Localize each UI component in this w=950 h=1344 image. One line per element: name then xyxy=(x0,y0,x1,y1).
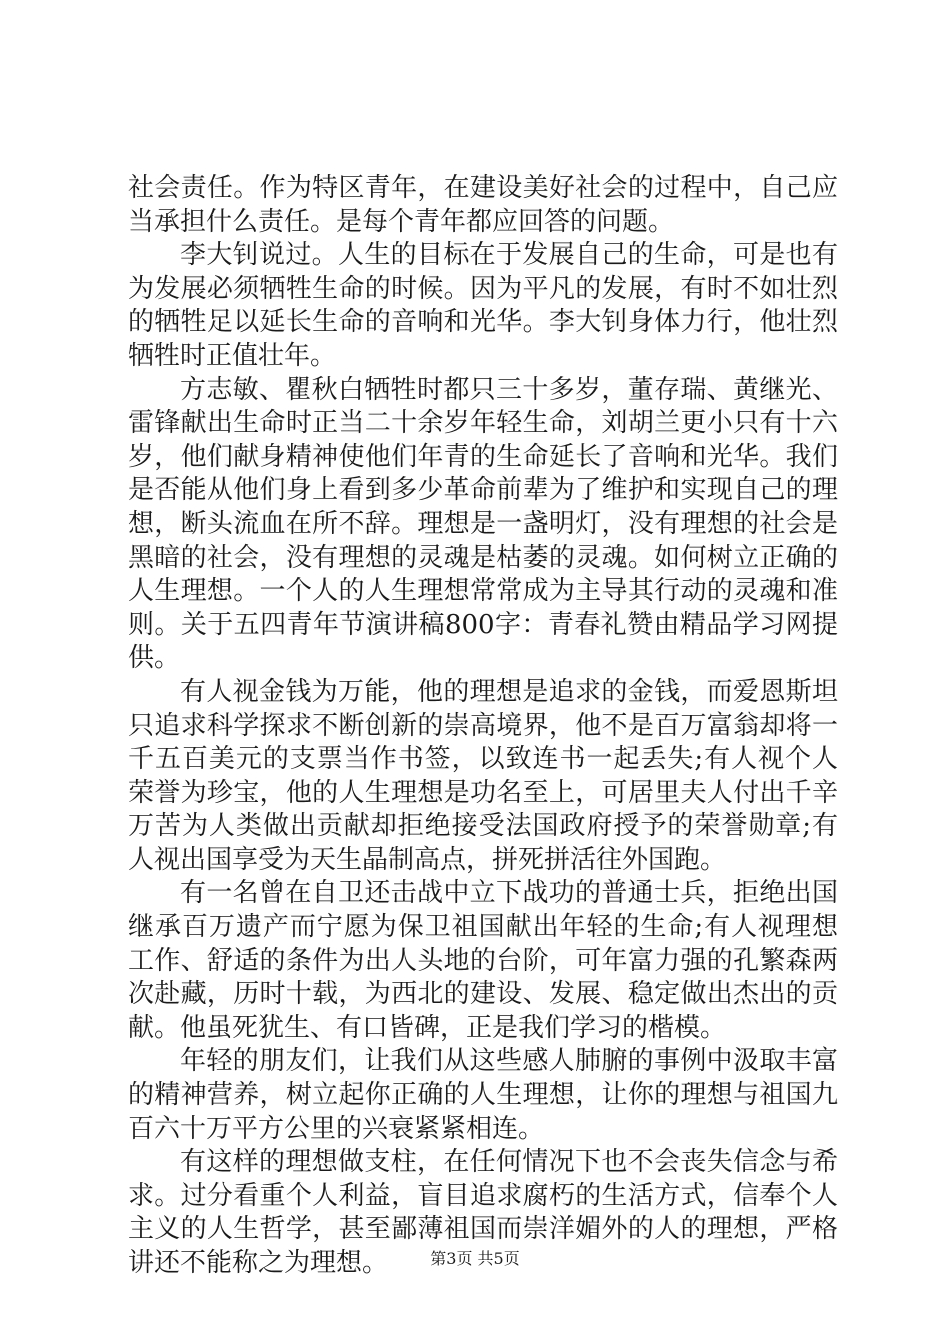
paragraph: 有人视金钱为万能，他的理想是追求的金钱，而爱恩斯坦只追求科学探求不断创新的崇高境界，他不是百万富翁却将一千五百美元的支票当作书签，以致连书一起丢失;有人视个人荣誉为珍宝，他的人生理想是功名至上，可居里夫人付出千辛万苦为人类做出贡献却拒绝接受法国政府授予的荣誉勋章;有人视出国享受为天生晶制高点，拼死拼活往外国跑。 xyxy=(128,676,838,875)
paragraph: 年轻的朋友们，让我们从这些感人肺腑的事例中汲取丰富的精神营养，树立起你正确的人生理想，让你的理想与祖国九百六十万平方公里的兴衰紧紧相连。 xyxy=(128,1046,838,1144)
page-number-footer: 第3页 共5页 xyxy=(430,1249,520,1268)
paragraph: 有这样的理想做支柱，在任何情况下也不会丧失信念与希求。过分看重个人利益，盲目追求腐朽的生活方式，信奉个人主义的人生哲学，甚至鄙薄祖国而崇洋媚外的人的理想，严格讲还不能称之为理想。 xyxy=(128,1147,838,1278)
paragraph: 李大钊说过。人生的目标在于发展自己的生命，可是也有为发展必须牺牲生命的时候。因为平凡的发展，有时不如壮烈的牺牲足以延长生命的音响和光华。李大钊身体力行，他壮烈牺牲时正值壮年。 xyxy=(128,240,838,371)
paragraph: 方志敏、瞿秋白牺牲时都只三十多岁，董存瑞、黄继光、雷锋献出生命时正当二十余岁年轻生命，刘胡兰更小只有十六岁，他们献身精神使他们年青的生命延长了音响和光华。我们是否能从他们身上看到多少革命前辈为了维护和实现自己的理想，断头流血在所不辞。理想是一盏明灯，没有理想的社会是黑暗的社会，没有理想的灵魂是枯萎的灵魂。如何树立正确的人生理想。一个人的人生理想常常成为主导其行动的灵魂和准则。关于五四青年节演讲稿800字：青春礼赞由精品学习网提供。 xyxy=(128,374,838,674)
paragraph: 社会责任。作为特区青年，在建设美好社会的过程中，自己应当承担什么责任。是每个青年都应回答的问题。 xyxy=(128,173,838,237)
document-body xyxy=(128,172,838,1281)
paragraph: 有一名曾在自卫还击战中立下战功的普通士兵，拒绝出国继承百万遗产而宁愿为保卫祖国献出年轻的生命;有人视理想工作、舒适的条件为出人头地的台阶，可年富力强的孔繁森两次赴藏，历时十载，为西北的建设、发展、稳定做出杰出的贡献。他虽死犹生、有口皆碑，正是我们学习的楷模。 xyxy=(128,878,838,1043)
